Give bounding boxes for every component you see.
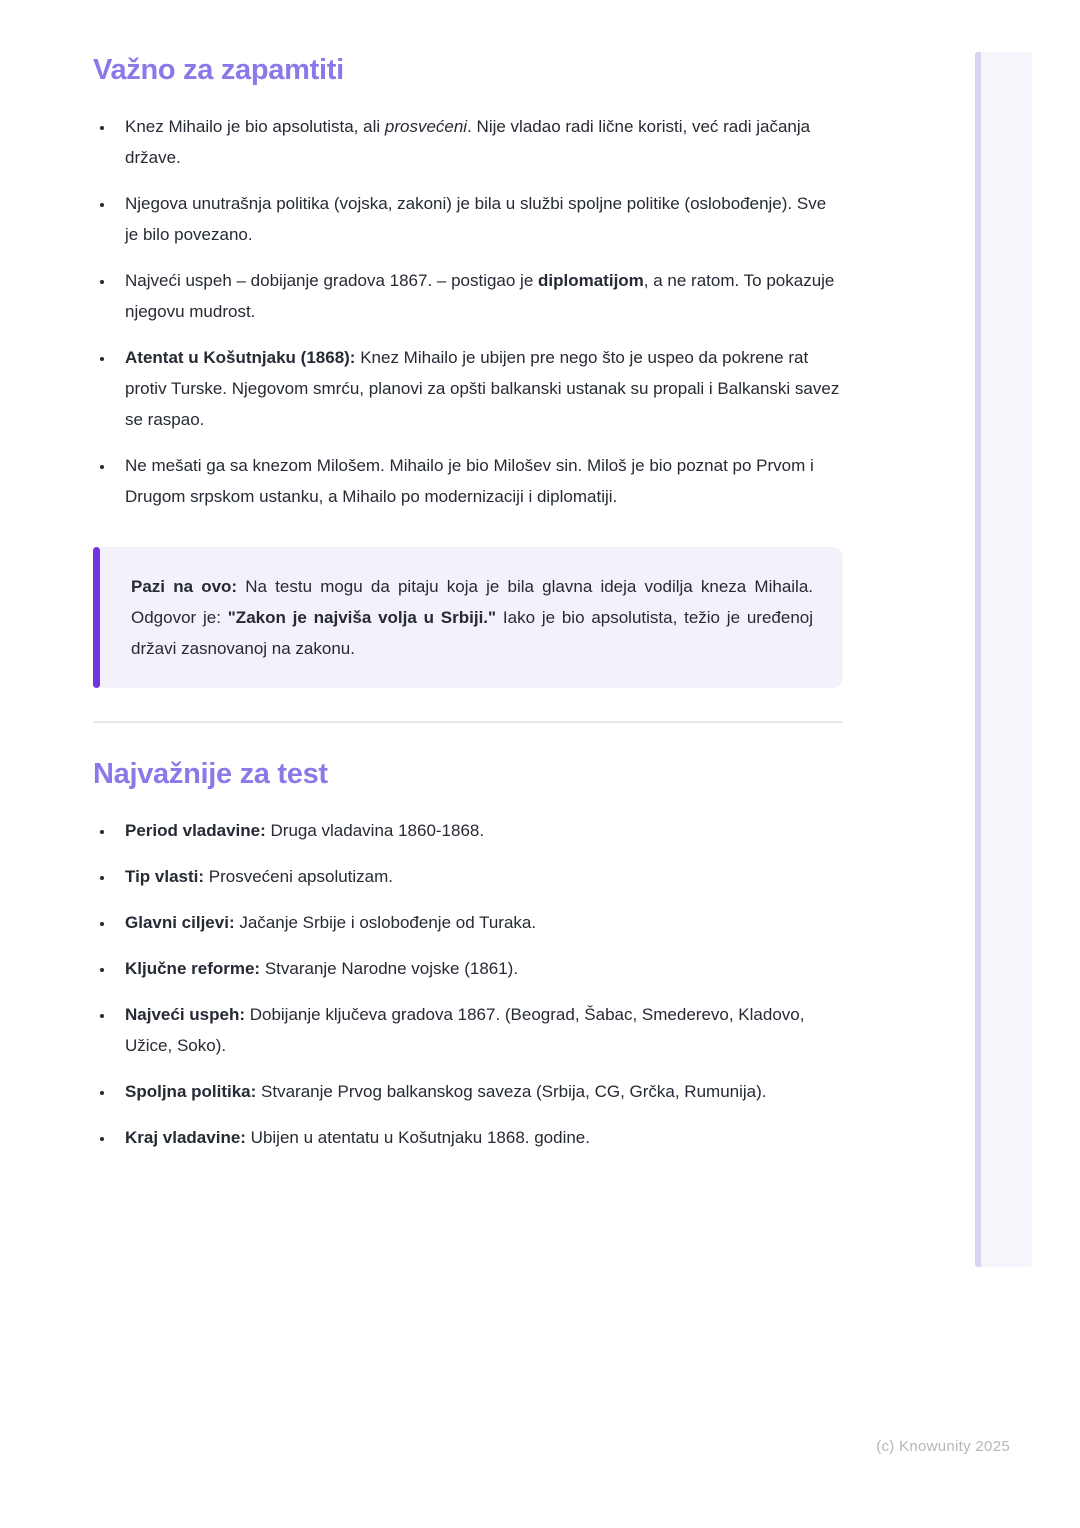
callout-text (131, 571, 813, 664)
copyright-notice: (c) Knowunity 2025 (876, 1438, 1010, 1455)
callout-box (93, 547, 843, 688)
item-text: Prosvećeni apsolutizam. (204, 867, 394, 886)
page-edge-bar (975, 52, 1032, 1267)
bullet-text-segment: , a ne ratom. To pokazuje njegovu mudrost. (125, 271, 835, 321)
section-divider (93, 721, 843, 723)
bullet-text-segment: Najveći uspeh – dobijanje gradova 1867. – postigao je (125, 271, 539, 290)
bullet-text-segment: Ne mešati ga sa knezom Milošem. Mihailo je bio Milošev sin. Miloš je bio poznat po Prvom i Drugom srpskom ustanku, a Mihailo po modernizaciji i diplomatiji. (125, 456, 814, 506)
callout-text-segment: Iako je bio apsolutista, težio je uređenoj državi zasnovanoj na zakonu. (131, 608, 813, 658)
section-title-najvaznije-za-test: Najvažnije za test (93, 758, 328, 790)
item-text: Druga vladavina 1860-1868. (265, 821, 485, 840)
list-item (115, 999, 843, 1061)
callout-text-segment: Na testu mogu da pitaju koja je bila glavna ideja vodilja kneza Mihaila. Odgovor je: (131, 577, 814, 627)
list-item (115, 265, 843, 327)
document-content (93, 0, 843, 1153)
item-label: Tip vlasti: (125, 867, 205, 886)
item-text: Stvaranje Narodne vojske (1861). (260, 959, 519, 978)
bullet-text-segment: . Nije vladao radi lične koristi, već radi jačanja države. (125, 117, 811, 167)
bullet-text-segment: Knez Mihailo je ubijen pre nego što je uspeo da pokrene rat protiv Turske. Njegovom smrću, planovi za opšti balkanski ustanak su propali i Balkanski savez se raspao. (125, 348, 840, 429)
bullet-text-segment: Njegova unutrašnja politika (vojska, zakoni) je bila u službi spoljne politike (oslobođenje). Sve je bilo povezano. (125, 194, 827, 244)
list-item (115, 861, 843, 892)
bullet-text-segment: Knez Mihailo je bio apsolutista, ali (125, 117, 385, 136)
item-text: Dobijanje ključeva gradova 1867. (Beograd, Šabac, Smederevo, Kladovo, Užice, Soko). (125, 1005, 805, 1055)
list-item (115, 111, 843, 173)
bullet-bold-segment: Atentat u Košutnjaku (1868): (125, 348, 356, 367)
list-item (115, 1122, 843, 1153)
callout-label: Pazi na ovo: (131, 577, 238, 596)
item-text: Ubijen u atentatu u Košutnjaku 1868. godine. (245, 1128, 590, 1147)
item-label: Glavni ciljevi: (125, 913, 235, 932)
item-label: Ključne reforme: (125, 959, 261, 978)
bullet-italic-segment: prosvećeni (384, 117, 468, 136)
item-text: Jačanje Srbije i oslobođenje od Turaka. (234, 913, 537, 932)
item-text: Stvaranje Prvog balkanskog saveza (Srbija, CG, Grčka, Rumunija). (256, 1082, 767, 1101)
bullet-list-test (93, 815, 843, 1153)
item-label: Kraj vladavine: (125, 1128, 246, 1147)
list-item (115, 1076, 843, 1107)
callout-accent-bar (93, 547, 100, 688)
item-label: Period vladavine: (125, 821, 266, 840)
list-item (115, 907, 843, 938)
item-label: Najveći uspeh: (125, 1005, 245, 1024)
list-item (115, 450, 843, 512)
bullet-list-important (93, 111, 843, 512)
callout-quote: "Zakon je najviša volja u Srbiji." (227, 608, 497, 627)
list-item (115, 342, 843, 435)
bullet-bold-segment: diplomatijom (538, 271, 644, 290)
list-item (115, 953, 843, 984)
list-item (115, 188, 843, 250)
item-label: Spoljna politika: (125, 1082, 257, 1101)
list-item (115, 815, 843, 846)
section-title-vazno-za-zapamtiti: Važno za zapamtiti (93, 54, 344, 86)
